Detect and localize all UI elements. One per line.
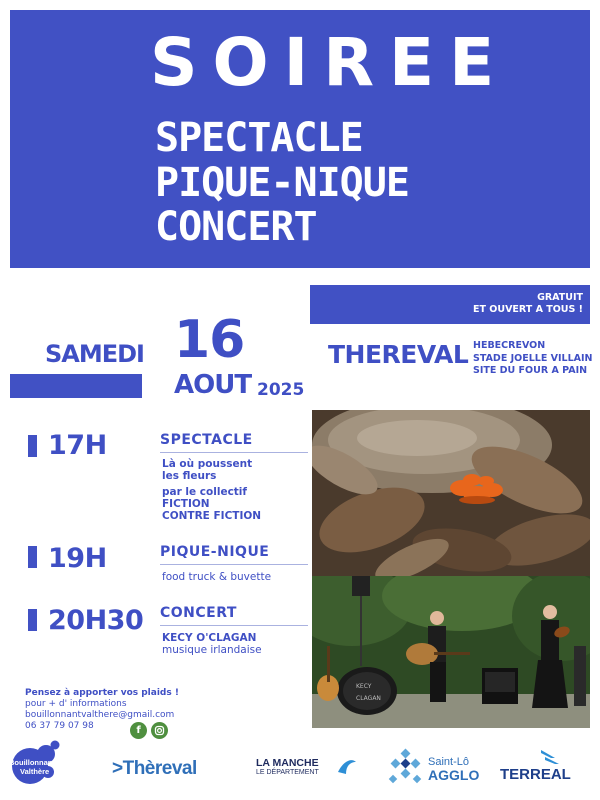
instagram-glyph (151, 722, 168, 739)
tiles-icon (386, 748, 426, 788)
logo-text: AGGLO (428, 767, 480, 783)
roof-icon (515, 748, 565, 766)
instagram-icon[interactable] (151, 722, 168, 739)
company-line: CONTRE FICTION (162, 510, 262, 522)
reminder-text: Pensez à apporter vos plaids ! (25, 688, 179, 698)
food-info: food truck & buvette (162, 571, 272, 583)
address-line: SITE DU FOUR A PAIN (473, 365, 588, 376)
year: 2025 (257, 380, 305, 400)
header-line-concert: CONCERT (155, 204, 317, 250)
logo-text: Valthère (20, 767, 50, 776)
schedule-event: CONCERT (160, 605, 237, 621)
divider (160, 625, 308, 626)
schedule-marker (28, 546, 37, 568)
divider (160, 564, 308, 565)
day-number: 16 (174, 310, 245, 370)
town-name: THEREVAL (328, 340, 469, 369)
wave-icon (336, 756, 358, 778)
logo-saint-lo (428, 756, 479, 783)
poster-title: SOIREE (150, 24, 510, 101)
schedule-event: SPECTACLE (160, 432, 253, 448)
header-line-spectacle: SPECTACLE (155, 115, 363, 161)
show-title-line: les fleurs (162, 470, 217, 482)
more-info-text: pour + d' informations (25, 699, 127, 709)
logo-thereval: >Thèreval (112, 758, 197, 779)
phone-text: 06 37 79 07 98 (25, 721, 94, 731)
email-text: bouillonnantvalthere@gmail.com (25, 710, 175, 720)
free-line-1: GRATUIT (537, 292, 583, 303)
address-line: HEBECREVON (473, 340, 546, 351)
bubbles-icon (8, 738, 70, 786)
company-line: par le collectif (162, 486, 247, 498)
band-name: KECY O'CLAGAN (162, 632, 257, 644)
logo-text: Bouillonnant (9, 758, 55, 767)
manche-logo-icon (336, 756, 358, 778)
schedule-marker (28, 609, 37, 631)
show-title (162, 458, 252, 482)
logo-terreal: TERREAL (500, 766, 571, 783)
address-line: STADE JOELLE VILLAIN (473, 352, 593, 364)
logo-text: LE DÉPARTEMENT (256, 769, 319, 776)
header-line-pique-nique: PIQUE-NIQUE (155, 160, 409, 206)
month: AOUT (174, 370, 252, 400)
logo-text: LA MANCHE (256, 757, 319, 769)
divider (160, 452, 308, 453)
drum-text: KECY (356, 683, 372, 690)
free-entry-text (318, 292, 583, 316)
schedule-marker (28, 435, 37, 457)
drum-text: CLAGAN (356, 695, 381, 702)
date-accent-bar (10, 374, 142, 398)
photo-leaves-mushroom (312, 410, 590, 576)
logo-text: Saint-Lô (428, 756, 469, 768)
logo-la-manche (256, 758, 319, 776)
show-company (162, 486, 261, 522)
show-title-line: Là où poussent (162, 458, 253, 470)
saint-lo-logo-icon (386, 748, 426, 788)
company-line: FICTION (162, 498, 210, 510)
logo-bouillonnant (8, 738, 70, 786)
free-line-2: ET OUVERT A TOUS ! (473, 304, 583, 315)
schedule-time: 19H (48, 543, 107, 574)
schedule-time: 20H30 (48, 605, 144, 636)
terreal-logo-icon (515, 748, 565, 766)
band-illustration (312, 576, 590, 728)
address-block (473, 340, 592, 378)
weekday: SAMEDI (45, 340, 144, 368)
leaves-illustration (312, 410, 590, 576)
schedule-event: PIQUE-NIQUE (160, 544, 270, 560)
schedule-time: 17H (48, 430, 107, 461)
facebook-icon[interactable]: f (130, 722, 147, 739)
photo-concert-band (312, 576, 590, 728)
band-genre: musique irlandaise (162, 644, 262, 656)
